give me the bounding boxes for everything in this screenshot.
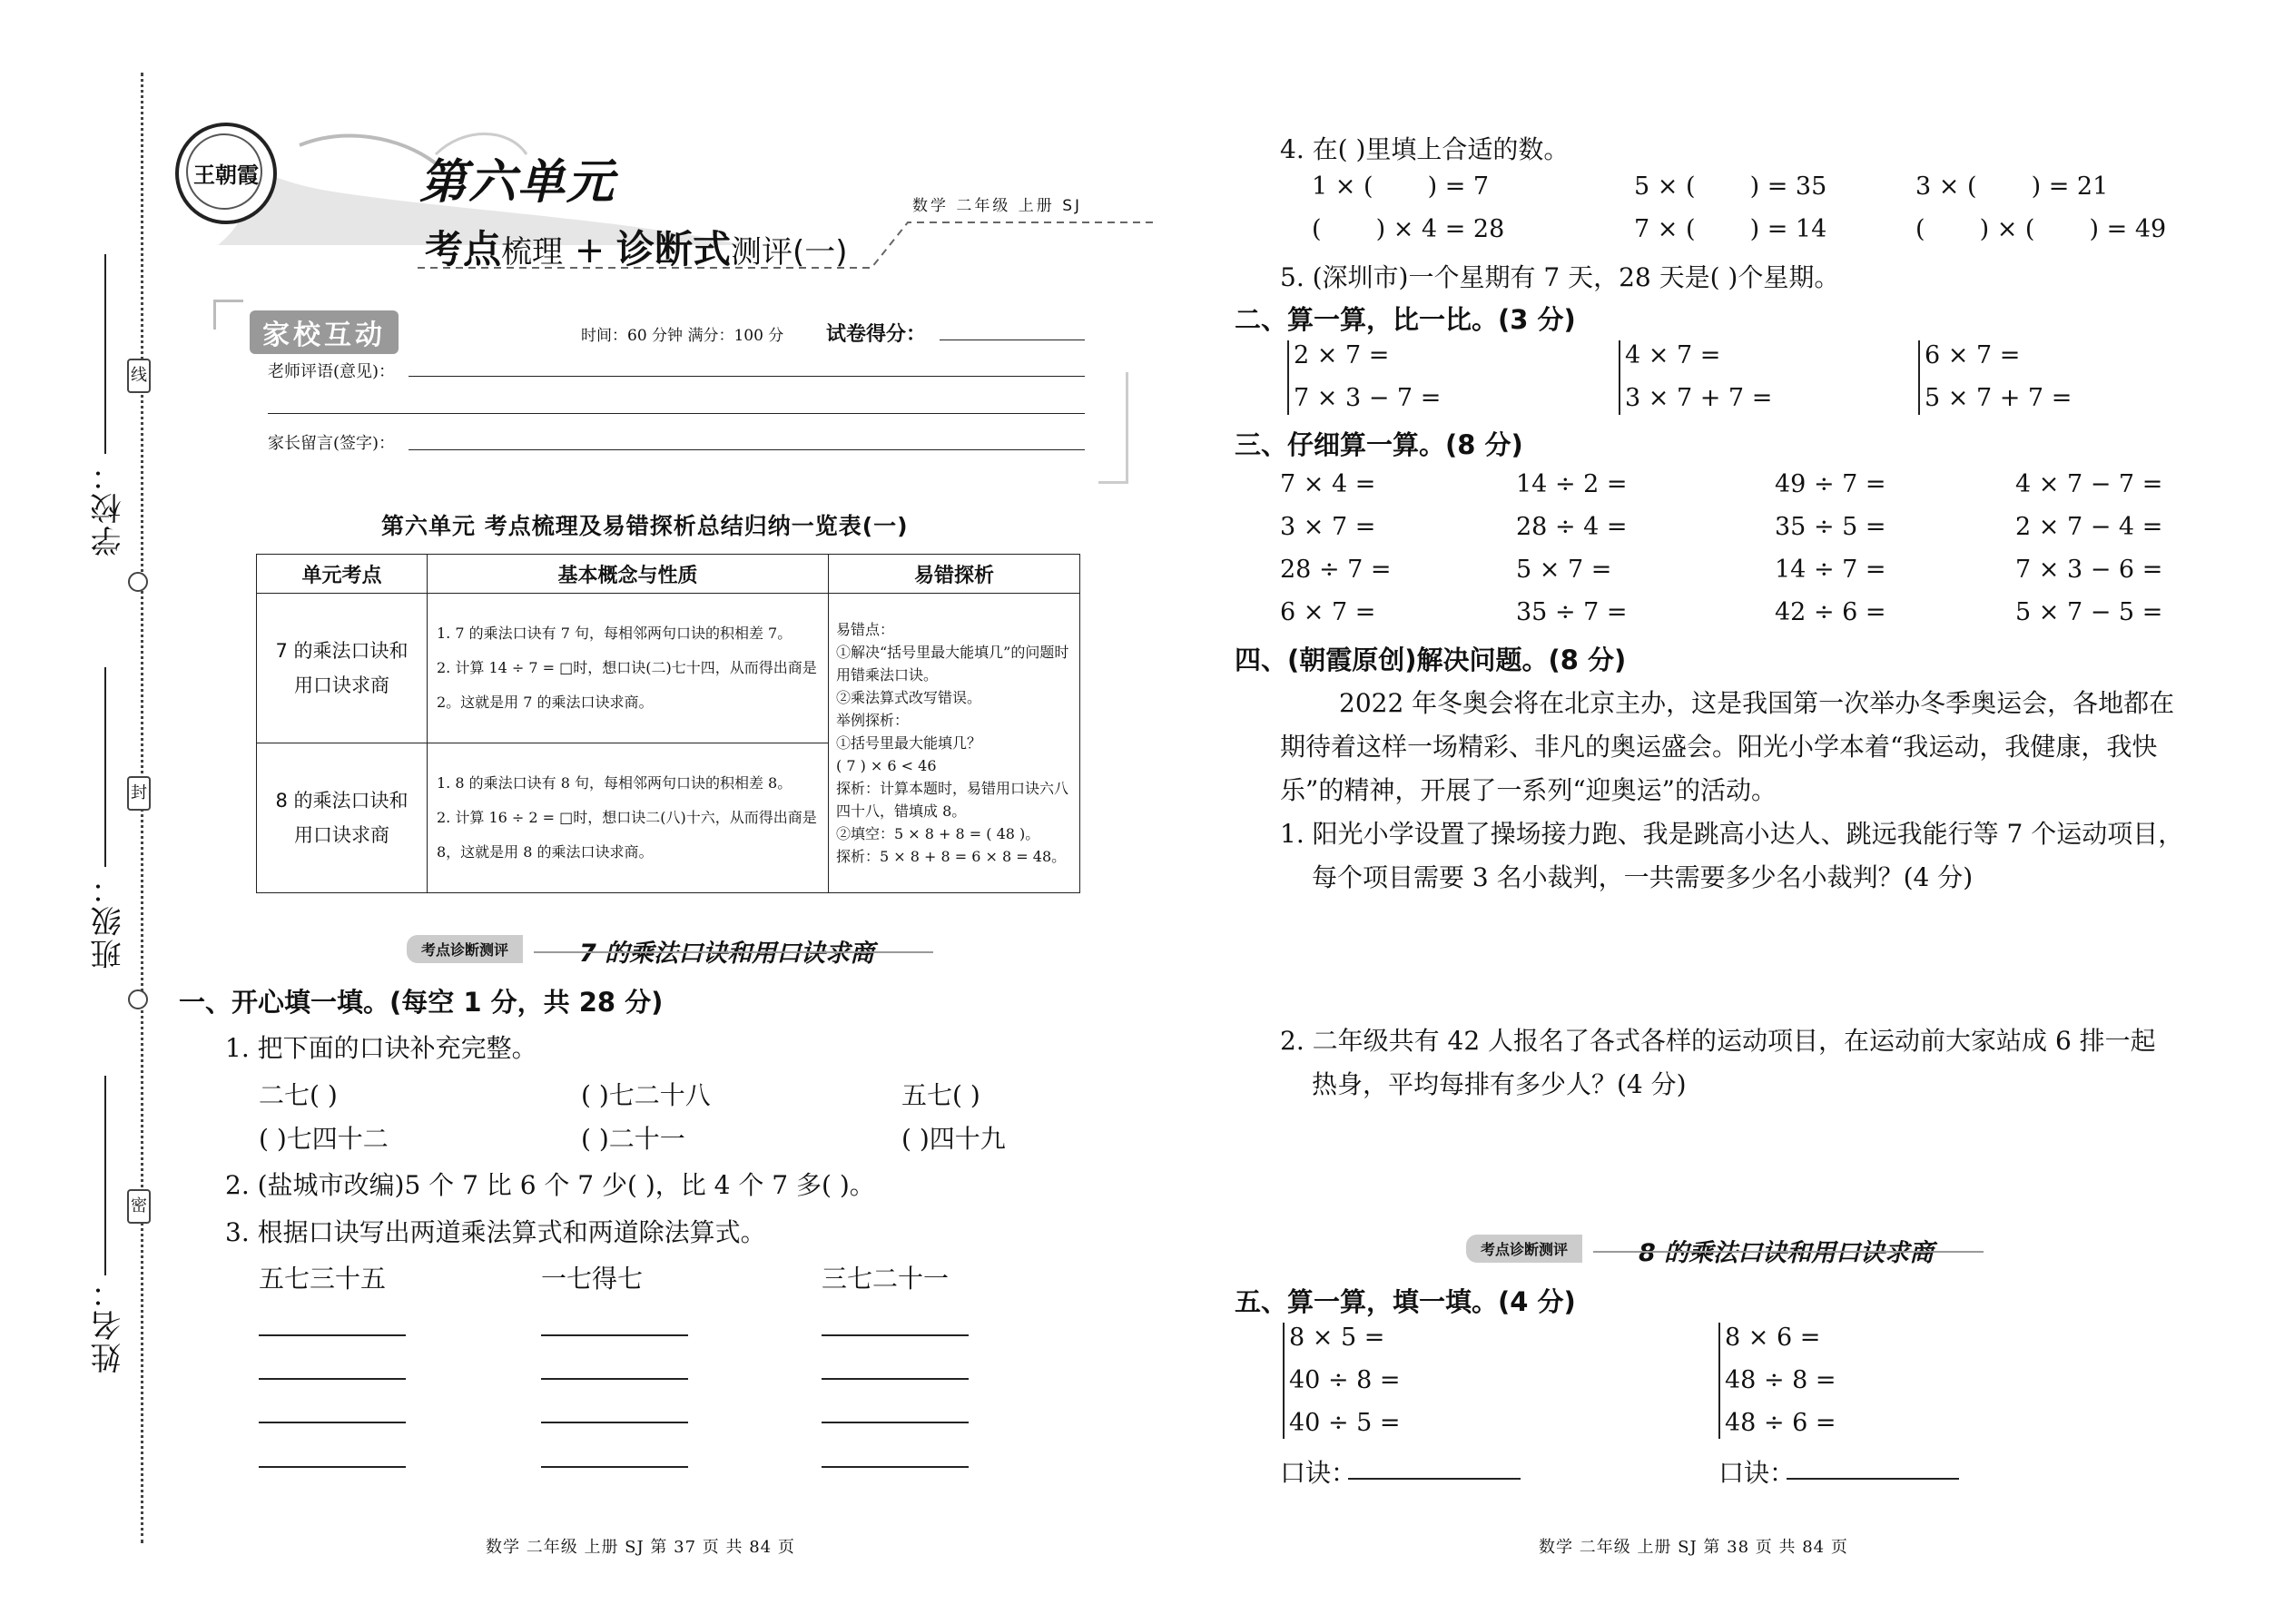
q1-blank[interactable]: ( )七二十八 bbox=[581, 1080, 711, 1110]
koujue-field[interactable] bbox=[1348, 1478, 1521, 1480]
q1-blank[interactable]: 二七( ) bbox=[259, 1080, 338, 1110]
q4-blank[interactable]: 5 × ( ) = 35 bbox=[1634, 172, 1827, 201]
answer-line[interactable] bbox=[541, 1422, 688, 1423]
calc-item[interactable]: 6 × 7 = bbox=[1280, 598, 1376, 626]
binding-hole bbox=[128, 989, 148, 1009]
calc-item[interactable]: 3 × 7 = bbox=[1280, 513, 1376, 541]
school-label: 学校： bbox=[91, 458, 127, 556]
compare-item[interactable]: 7 × 3 − 7 = bbox=[1294, 384, 1442, 412]
calc-item[interactable]: 42 ÷ 6 = bbox=[1775, 598, 1886, 626]
publisher-logo bbox=[175, 123, 277, 224]
parent-message-label: 家长留言(签字)： bbox=[268, 434, 396, 453]
footer-left: 数学 二年级 上册 SJ 第 37 页 共 84 页 bbox=[486, 1538, 795, 1557]
footer-right: 数学 二年级 上册 SJ 第 38 页 共 84 页 bbox=[1539, 1538, 1848, 1557]
calc-item[interactable]: 5 × 7 = bbox=[1516, 556, 1612, 584]
q2-text[interactable]: 2. (盐城市改编)5 个 7 比 6 个 7 少( )，比 4 个 7 多( )。 bbox=[225, 1170, 875, 1200]
calc-item[interactable]: 48 ÷ 6 = bbox=[1725, 1409, 1836, 1437]
q4-blank[interactable]: ( ) × 4 = 28 bbox=[1312, 215, 1505, 243]
answer-line[interactable] bbox=[541, 1334, 688, 1336]
compare-item[interactable]: 4 × 7 = bbox=[1625, 341, 1721, 369]
subject-meta: 数学 二年级 上册 SJ bbox=[912, 197, 1083, 215]
answer-line[interactable] bbox=[541, 1378, 688, 1380]
answer-line[interactable] bbox=[259, 1334, 406, 1336]
table-cell-errors: 易错点： ①解决“括号里最大能填几”的问题时用错乘法口诀。 ②乘法算式改写错误。 举例探析： ①括号里最大能填几？ ( 7 ) × 6 < 46 探析：计算本题时，易错用口诀六八四十八，错填成 8。 ②填空：5 × 8 + 8 = ( 48 )。 探析：5 × 8 + 8 = 6 × 8 = 48。 bbox=[829, 594, 1080, 893]
calc-item[interactable]: 35 ÷ 5 = bbox=[1775, 513, 1886, 541]
calc-item[interactable]: 4 × 7 − 7 = bbox=[2015, 470, 2163, 498]
compare-brace bbox=[1287, 340, 1289, 415]
compare-item[interactable]: 3 × 7 + 7 = bbox=[1625, 384, 1773, 412]
section-banner-8: 考点诊断测评 8 的乘法口诀和用口诀求商 bbox=[1466, 1233, 1984, 1264]
s4-q1: 每个项目需要 3 名小裁判，一共需要多少名小裁判？(4 分) bbox=[1312, 862, 1974, 892]
class-label: 班级： bbox=[91, 871, 127, 969]
class-fill-line bbox=[104, 667, 106, 867]
calc-brace bbox=[1283, 1323, 1285, 1439]
q4-blank[interactable]: 3 × ( ) = 21 bbox=[1915, 172, 2109, 201]
calc-brace bbox=[1718, 1323, 1720, 1439]
binding-mark-secret: 密 bbox=[127, 1189, 151, 1224]
summary-title: 第六单元 考点梳理及易错探析总结归纳一览表(一) bbox=[381, 513, 909, 539]
q4-text: 4. 在( )里填上合适的数。 bbox=[1280, 134, 1570, 164]
summary-table bbox=[256, 554, 1080, 893]
section5-heading: 五、算一算，填一填。(4 分) bbox=[1235, 1286, 1576, 1317]
binding-mark-seal: 封 bbox=[127, 776, 151, 811]
score-label: 试卷得分： bbox=[826, 323, 927, 346]
koujue-field[interactable] bbox=[1787, 1478, 1959, 1480]
s4-intro: 2022 年冬奥会将在北京主办，这是我国第一次举办冬季奥运会，各地都在 bbox=[1339, 688, 2175, 718]
exam-time: 时间：60 分钟 满分：100 分 bbox=[581, 327, 784, 345]
teacher-comment-field[interactable] bbox=[409, 376, 1085, 377]
calc-item[interactable]: 5 × 7 − 5 = bbox=[2015, 598, 2163, 626]
compare-brace bbox=[1918, 340, 1920, 415]
section4-heading: 四、(朝霞原创)解决问题。(8 分) bbox=[1235, 645, 1627, 675]
calc-item[interactable]: 35 ÷ 7 = bbox=[1516, 598, 1628, 626]
answer-line[interactable] bbox=[822, 1422, 969, 1423]
q3-rhyme: 五七三十五 bbox=[259, 1264, 387, 1294]
name-label: 姓名： bbox=[91, 1275, 127, 1373]
compare-item[interactable]: 6 × 7 = bbox=[1925, 341, 2021, 369]
s4-q1: 1. 阳光小学设置了操场接力跑、我是跳高小达人、跳远我能行等 7 个运动项目， bbox=[1280, 819, 2184, 849]
answer-line[interactable] bbox=[822, 1334, 969, 1336]
compare-item[interactable]: 2 × 7 = bbox=[1294, 341, 1390, 369]
q5-text[interactable]: 5. (深圳市)一个星期有 7 天，28 天是( )个星期。 bbox=[1280, 262, 1840, 292]
page-subtitle: 考点梳理 + 诊断式测评(一) bbox=[425, 227, 848, 271]
calc-item[interactable]: 2 × 7 − 4 = bbox=[2015, 513, 2163, 541]
s4-intro: 期待着这样一场精彩、非凡的奥运盛会。阳光小学本着“我运动，我健康，我快 bbox=[1280, 732, 2158, 762]
name-fill-line bbox=[104, 1076, 106, 1275]
binding-mark-line: 线 bbox=[127, 359, 151, 393]
teacher-comment-field[interactable] bbox=[268, 413, 1085, 414]
q4-blank[interactable]: 7 × ( ) = 14 bbox=[1634, 215, 1827, 243]
q1-text: 1. 把下面的口诀补充完整。 bbox=[225, 1033, 537, 1063]
section-banner-7: 考点诊断测评 7 的乘法口诀和用口诀求商 bbox=[407, 933, 933, 964]
box-corner bbox=[213, 300, 243, 330]
box-corner bbox=[1098, 372, 1128, 484]
q1-blank[interactable]: ( )二十一 bbox=[581, 1124, 685, 1154]
table-header: 单元考点 bbox=[257, 555, 428, 594]
calc-item[interactable]: 7 × 3 − 6 = bbox=[2015, 556, 2163, 584]
calc-item[interactable]: 28 ÷ 4 = bbox=[1516, 513, 1628, 541]
q3-text: 3. 根据口诀写出两道乘法算式和两道除法算式。 bbox=[225, 1217, 766, 1247]
section1-heading: 一、开心填一填。(每空 1 分，共 28 分) bbox=[179, 987, 664, 1018]
answer-line[interactable] bbox=[541, 1466, 688, 1468]
calc-item[interactable]: 28 ÷ 7 = bbox=[1280, 556, 1392, 584]
table-cell-point: 7 的乘法口诀和 用口诀求商 bbox=[257, 594, 428, 743]
calc-item[interactable]: 14 ÷ 2 = bbox=[1516, 470, 1628, 498]
teacher-comment-label: 老师评语(意见)： bbox=[268, 362, 396, 381]
answer-line[interactable] bbox=[259, 1422, 406, 1423]
table-header: 基本概念与性质 bbox=[428, 555, 829, 594]
s4-q2-answer-area[interactable] bbox=[1280, 1107, 2188, 1207]
unit-title: 第六单元 bbox=[419, 155, 616, 210]
koujue-label: 口诀： bbox=[1280, 1458, 1357, 1488]
q3-rhyme: 三七二十一 bbox=[822, 1264, 950, 1294]
table-cell-concept: 1. 7 的乘法口诀有 7 句，每相邻两句口诀的积相差 7。 2. 计算 14 ÷ 7 = □时，想口诀(二)七十四，从而得出商是 2。这就是用 7 的乘法口诀求商。 bbox=[428, 594, 829, 743]
compare-item[interactable]: 5 × 7 + 7 = bbox=[1925, 384, 2072, 412]
s4-q2: 热身，平均每排有多少人？(4 分) bbox=[1312, 1069, 1687, 1099]
q3-rhyme: 一七得七 bbox=[541, 1264, 644, 1294]
answer-line[interactable] bbox=[822, 1378, 969, 1380]
s4-q2: 2. 二年级共有 42 人报名了各式各样的运动项目，在运动前大家站成 6 排一起 bbox=[1280, 1026, 2156, 1056]
section3-heading: 三、仔细算一算。(8 分) bbox=[1235, 429, 1523, 460]
school-fill-line bbox=[104, 254, 106, 454]
q1-blank[interactable]: ( )四十九 bbox=[901, 1124, 1006, 1154]
calc-item[interactable]: 49 ÷ 7 = bbox=[1775, 470, 1886, 498]
calc-item[interactable]: 14 ÷ 7 = bbox=[1775, 556, 1886, 584]
table-header: 易错探析 bbox=[829, 555, 1080, 594]
q1-blank[interactable]: 五七( ) bbox=[901, 1080, 980, 1110]
answer-line[interactable] bbox=[259, 1466, 406, 1468]
calc-item[interactable]: 7 × 4 = bbox=[1280, 470, 1376, 498]
compare-brace bbox=[1619, 340, 1620, 415]
logo-text: 王朝霞 bbox=[193, 162, 259, 188]
koujue-label: 口诀： bbox=[1718, 1458, 1796, 1488]
home-school-label: 家校互动 bbox=[250, 310, 399, 354]
q1-blank[interactable]: ( )七四十二 bbox=[259, 1124, 389, 1154]
table-cell-point: 8 的乘法口诀和 用口诀求商 bbox=[257, 743, 428, 893]
parent-message-field[interactable] bbox=[409, 449, 1085, 450]
table-cell-concept: 1. 8 的乘法口诀有 8 句，每相邻两句口诀的积相差 8。 2. 计算 16 ÷ 2 = □时，想口诀二(八)十六，从而得出商是 8，这就是用 8 的乘法口诀求商。 bbox=[428, 743, 829, 893]
answer-line[interactable] bbox=[259, 1378, 406, 1380]
calc-item[interactable]: 8 × 5 = bbox=[1289, 1324, 1385, 1352]
section2-heading: 二、算一算，比一比。(3 分) bbox=[1235, 304, 1576, 335]
q4-blank[interactable]: 1 × ( ) = 7 bbox=[1312, 172, 1490, 201]
calc-item[interactable]: 48 ÷ 8 = bbox=[1725, 1366, 1836, 1394]
s4-q1-answer-area[interactable] bbox=[1280, 899, 2188, 1008]
binding-hole bbox=[128, 572, 148, 592]
q4-blank[interactable]: ( ) × ( ) = 49 bbox=[1915, 215, 2167, 243]
calc-item[interactable]: 40 ÷ 5 = bbox=[1289, 1409, 1401, 1437]
calc-item[interactable]: 40 ÷ 8 = bbox=[1289, 1366, 1401, 1394]
s4-intro: 乐”的精神，开展了一系列“迎奥运”的活动。 bbox=[1280, 775, 1777, 805]
calc-item[interactable]: 8 × 6 = bbox=[1725, 1324, 1821, 1352]
answer-line[interactable] bbox=[822, 1466, 969, 1468]
